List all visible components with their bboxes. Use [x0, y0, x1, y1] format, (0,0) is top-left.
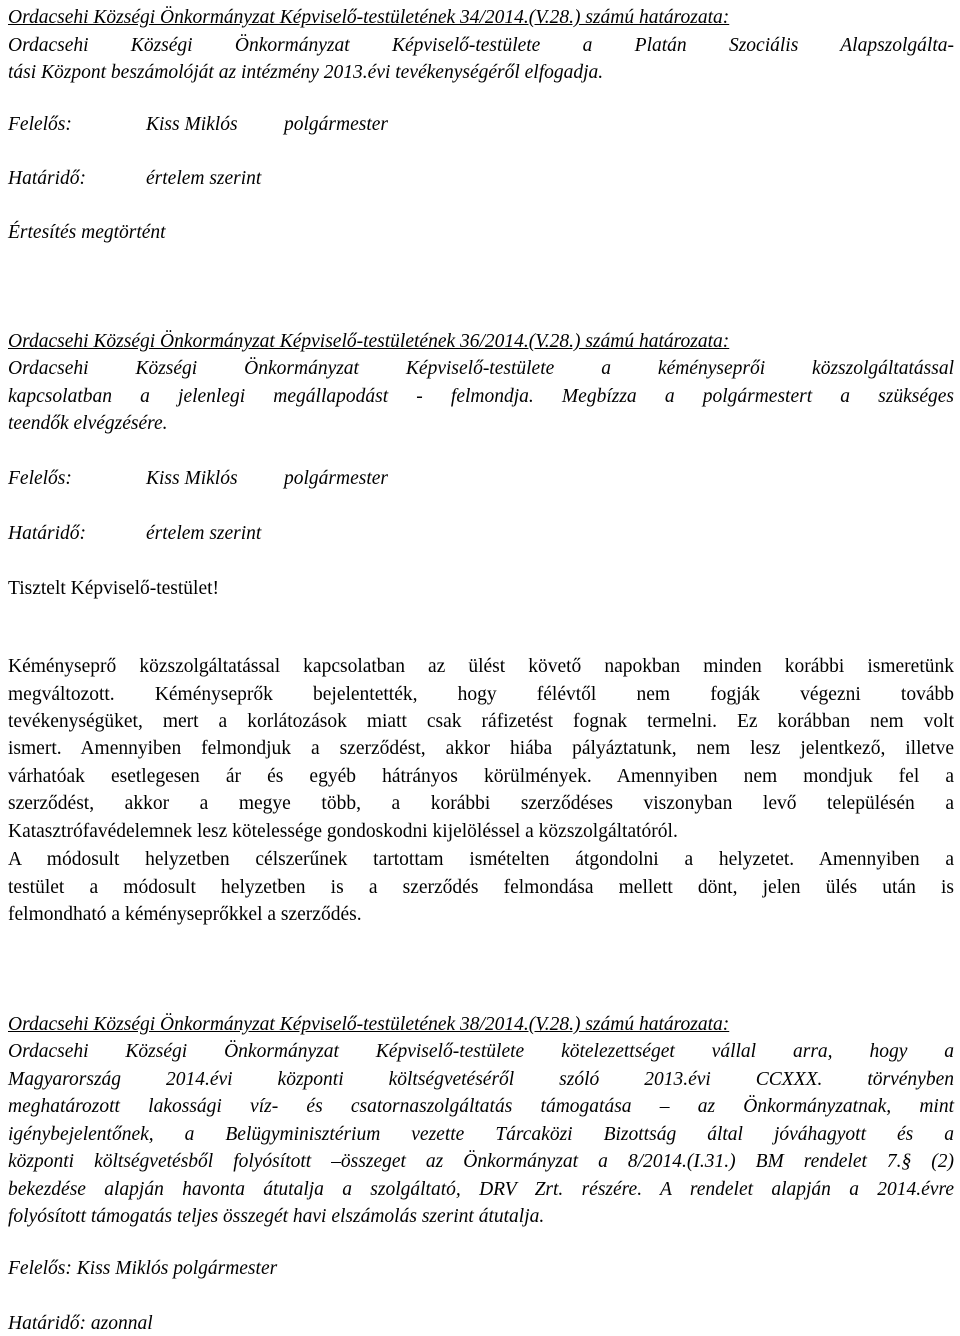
deadline-value: értelem szerint: [146, 523, 262, 544]
resolution-text-line: központi költségvetésből folyósított –összeget az Önkormányzat a 8/2014.(I.31.) BM rendelet 7.§ (2): [8, 1151, 954, 1172]
resolution-text-line: Ordacsehi Községi Önkormányzat Képviselő-testülete a Platán Szociális Alapszolgálta-: [8, 35, 954, 56]
paragraph-line: szerződést, akkor a megye több, a korábbi szerződéses viszonyban levő településén a: [8, 793, 954, 814]
greeting: Tisztelt Képviselő-testület!: [8, 578, 220, 599]
paragraph-line: várhatóak esetlegesen ár és egyéb hátrányos körülmények. Amennyiben nem mondjuk fel a: [8, 766, 954, 787]
resolution-text-line: teendők elvégzésére.: [8, 413, 168, 434]
responsible-name: Kiss Miklós: [146, 468, 238, 489]
resolution-text-line: kapcsolatban a jelenlegi megállapodást - felmondja. Megbízza a polgármestert a szükséges: [8, 386, 954, 407]
responsible-role: polgármester: [284, 114, 388, 135]
resolution-text-line: folyósított támogatás teljes összegét havi elszámolás szerint átutalja.: [8, 1206, 545, 1227]
deadline-label: Határidő:: [8, 168, 86, 189]
paragraph-line: tevékenységüket, mert a korlátozások miatt csak ráfizetést fognak termelni. Ez korábban nem volt: [8, 711, 954, 732]
paragraph-line: Kéményseprő közszolgáltatással kapcsolatban az ülést követő napokban minden korábbi ismeretünk: [8, 656, 954, 677]
resolution-text-line: meghatározott lakossági víz- és csatornaszolgáltatás támogatása – az Önkormányzatnak, mint: [8, 1096, 954, 1117]
notification-note: Értesítés megtörtént: [8, 222, 166, 243]
resolution-heading: Ordacsehi Községi Önkormányzat Képviselő-testületének 34/2014.(V.28.) számú határozata:: [8, 7, 730, 28]
paragraph-line: Katasztrófavédelemnek lesz kötelessége gondoskodni kijelöléssel a közszolgáltatóról.: [8, 821, 678, 842]
deadline-label: Határidő:: [8, 523, 86, 544]
paragraph-line: testület a módosult helyzetben is a szerződés felmondása mellett dönt, jelen ülés után is: [8, 877, 954, 898]
deadline-line: Határidő: azonnal: [8, 1313, 153, 1334]
paragraph-line: felmondható a kéményseprőkkel a szerződés.: [8, 904, 362, 925]
paragraph-line: megváltozott. Kéményseprők bejelentették, hogy félévtől nem fogják végezni tovább: [8, 684, 954, 705]
responsible-name: Kiss Miklós: [146, 114, 238, 135]
resolution-text-line: igénybejelentőnek, a Belügyminisztérium vezette Tárcaközi Bizottság által jóváhagyott és a: [8, 1124, 954, 1145]
paragraph-line: A módosult helyzetben célszerűnek tartottam ismételten átgondolni a helyzetet. Amennyiben a: [8, 849, 954, 870]
resolution-text-line: Ordacsehi Községi Önkormányzat Képviselő-testülete kötelezettséget vállal arra, hogy a: [8, 1041, 954, 1062]
responsible-line: Felelős: Kiss Miklós polgármester: [8, 1258, 278, 1279]
resolution-text-line: Ordacsehi Községi Önkormányzat Képviselő-testülete a kéményseprői közszolgáltatással: [8, 358, 954, 379]
responsible-label: Felelős:: [8, 468, 72, 489]
resolution-heading: Ordacsehi Községi Önkormányzat Képviselő-testületének 36/2014.(V.28.) számú határozata:: [8, 331, 730, 352]
resolution-text-line: bekezdése alapján havonta átutalja a szolgáltató, DRV Zrt. részére. A rendelet alapján a 2014.évre: [8, 1179, 954, 1200]
responsible-label: Felelős:: [8, 114, 72, 135]
resolution-text-line: Magyarország 2014.évi központi költségvetéséről szóló 2013.évi CCXXX. törvényben: [8, 1069, 954, 1090]
resolution-heading: Ordacsehi Községi Önkormányzat Képviselő-testületének 38/2014.(V.28.) számú határozata:: [8, 1014, 730, 1035]
resolution-text-line: tási Központ beszámolóját az intézmény 2013.évi tevékenységéről elfogadja.: [8, 62, 604, 83]
responsible-role: polgármester: [284, 468, 388, 489]
paragraph-line: ismert. Amennyiben felmondjuk a szerződést, akkor hiába pályáztatunk, nem lesz jelentkező, illetve: [8, 738, 954, 759]
deadline-value: értelem szerint: [146, 168, 262, 189]
